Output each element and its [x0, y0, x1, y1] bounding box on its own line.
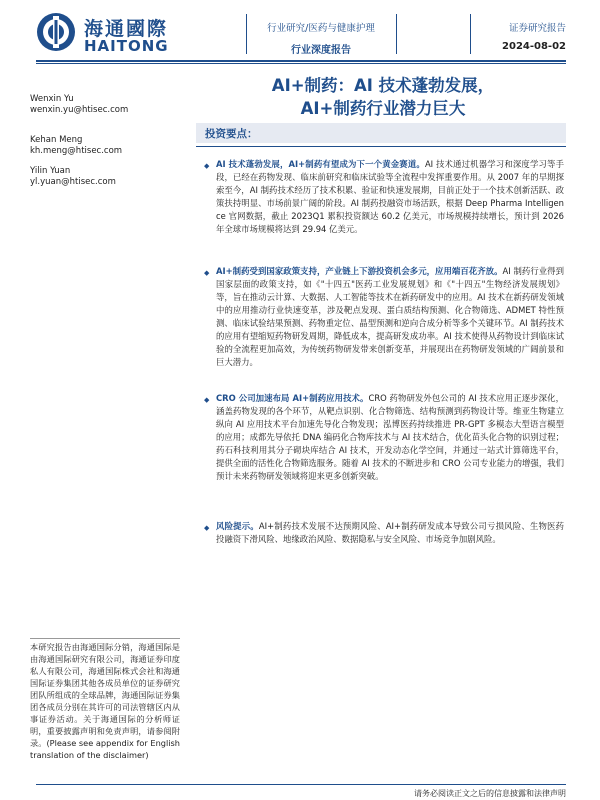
- key-point-headline: CRO 公司加速布局 AI+制药应用技术。: [216, 393, 369, 403]
- author-email[interactable]: kh.meng@htisec.com: [30, 146, 123, 156]
- key-point-body: AI 技术通过机器学习和深度学习等手段，已经在药物发现、临床前研究和临床试验等全流程中发挥重要作用。从 2007 年的早期探索至今，AI 制药技术经历了技术积累、验证和快速发展期，目前正处于一个技术创新活跃、政策扶持明显、市场前景广阔的阶段。AI 制药投融资市场活跃，根据 Deep Pharma Intelligence 官网数据，截止 2023Q1 累积投资额达 60.2 亿美元，市场规模持续增长，预计到 2026 年全球市场规模将达到 29.94 亿美元。: [216, 159, 564, 234]
- header-divider: [396, 14, 397, 54]
- key-point-headline: AI 技术蓬勃发展，AI+制药有望成为下一个黄金赛道。: [216, 159, 425, 169]
- key-points-heading: 投资要点：: [205, 128, 258, 140]
- bullet-icon: ◆: [204, 524, 210, 532]
- author-name: Wenxin Yu: [30, 94, 74, 104]
- logo-chinese-text: 海通國際: [84, 18, 169, 40]
- haitong-logo-icon: [36, 12, 76, 52]
- footer-note: 请务必阅读正文之后的信息披露和法律声明: [414, 789, 566, 798]
- key-point-body: AI 制药行业得到国家层面的政策支持，如《"十四五"医药工业发展规划》和《"十四五"生物经济发展规划》等，旨在推动云计算、大数据、人工智能等技术在新药研发中的应用。AI 技术在新药研发领域中的应用推动行业快速变革，涉及靶点发现、蛋白质结构预测、化合物筛选、ADMET 特性预测、临床试验结果预测、药物重定位、晶型预测和逆向合成分析等多个关键环节。AI 制药技术的应用有望缩短药物研发周期，降低成本，提高研发成功率。AI 技术使得从药物设计到临床试验的全流程更加高效，为传统药物研发带来创新变革，并展现出在药物研发领域的广阔前景和巨大潜力。: [216, 266, 564, 367]
- disclaimer-text: 本研究报告由海通国际分销，海通国际是由海通国际研究有限公司，海通证券印度私人有限公司，海通国际株式会社和海通国际证券集团其他各成员单位的证券研究团队所组成的全球品牌，海通国际证券集团各成员分别在其许可的司法管辖区内从事证券活动。关于海通国际的分析师证明，重要披露声明和免责声明，请参阅附录。(Please see appendix for English translation of the disclaimer): [30, 642, 180, 760]
- report-category: 行业研究/医药与健康护理: [267, 23, 375, 34]
- key-point-paragraph: [216, 158, 564, 236]
- disclaimer-rule: [30, 638, 180, 639]
- author-block: [30, 166, 116, 188]
- author-email[interactable]: wenxin.yu@htisec.com: [30, 105, 129, 115]
- report-title-line1: AI+制药：AI 技术蓬勃发展，: [271, 76, 495, 95]
- key-points-rule: [196, 146, 566, 147]
- author-name: Kehan Meng: [30, 135, 83, 145]
- report-label: 证券研究报告: [508, 23, 566, 34]
- header-rule: [36, 63, 566, 64]
- header-rule: [36, 60, 566, 62]
- author-email[interactable]: yl.yuan@htisec.com: [30, 177, 116, 187]
- logo-english-text: HAITONG: [84, 37, 169, 55]
- author-block: [30, 135, 122, 157]
- report-title-line2: AI+制药行业潜力巨大: [300, 99, 466, 118]
- key-point-paragraph: [216, 392, 564, 483]
- key-point-headline: AI+制药受到国家政策支持，产业链上下游投资机会多元，应用端百花齐放。: [216, 266, 503, 276]
- bullet-icon: ◆: [204, 396, 210, 404]
- key-point-body: AI+制药技术发展不达预期风险、AI+制药研发成本导致公司亏损风险、生物医药投融资下滑风险、地缘政治风险、数据隐私与安全风险、市场竞争加剧风险。: [216, 521, 564, 544]
- key-point-paragraph: [216, 520, 564, 546]
- report-type: 行业深度报告: [291, 45, 351, 56]
- report-date: 2024-08-02: [502, 41, 566, 52]
- footer-rule: [36, 784, 566, 785]
- key-point-paragraph: [216, 265, 564, 369]
- bullet-icon: ◆: [204, 269, 210, 277]
- key-point-body: CRO 药物研发外包公司的 AI 技术应用正逐步深化，涵盖药物发现的各个环节，从靶点识别、化合物筛选、结构预测到药物设计等。维亚生物建立纵向 AI 应用技术平台加速先导化合物发现；泓博医药持续推进 PR-GPT 多模态大型语言模型的应用；成都先导依托 DNA 编码化合物库技术与 AI 技术结合，优化苗头化合物的识别过程；药石科技利用其分子砌块库结合 AI 技术，开发动态化学空间，并通过一站式计算筛选平台，提供全面的活性化合物筛选服务。随着 AI 技术的不断进步和 CRO 公司专业能力的增强，我们预计未来药物研发领域将迎来更多创新突破。: [216, 393, 564, 481]
- bullet-icon: ◆: [204, 162, 210, 170]
- key-point-headline: 风险提示。: [216, 521, 259, 531]
- author-name: Yilin Yuan: [30, 166, 71, 176]
- author-block: [30, 94, 128, 116]
